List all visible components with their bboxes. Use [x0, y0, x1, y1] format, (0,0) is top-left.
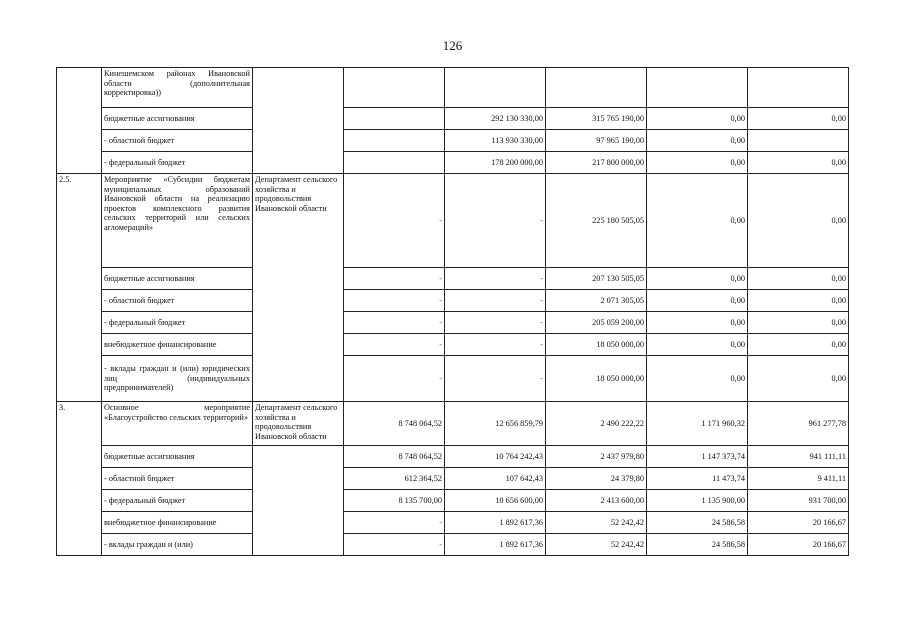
table-row	[57, 290, 849, 312]
item-name: Основное мероприятие «Благоустройство сельских территорий»	[102, 402, 253, 446]
amount-cell	[445, 68, 546, 108]
amount-cell: 0,00	[748, 152, 849, 174]
amount-cell: 207 130 505,05	[546, 268, 647, 290]
amount-cell: 11 473,74	[647, 468, 748, 490]
amount-cell	[344, 152, 445, 174]
amount-cell: -	[445, 268, 546, 290]
amount-cell: -	[344, 512, 445, 534]
amount-cell: 52 242,42	[546, 534, 647, 556]
table-row	[57, 512, 849, 534]
executor: Департамент сельского хозяйства и продовольствия Ивановской области	[253, 174, 344, 402]
table-row	[57, 402, 849, 446]
amount-cell: 8 748 064,52	[344, 446, 445, 468]
amount-cell: 12 656 859,79	[445, 402, 546, 446]
executor	[253, 68, 344, 174]
item-name: - федеральный бюджет	[102, 490, 253, 512]
amount-cell: 2 490 222,22	[546, 402, 647, 446]
amount-cell: 113 930 330,00	[445, 130, 546, 152]
amount-cell: 8 135 700,00	[344, 490, 445, 512]
item-name: бюджетные ассигнования	[102, 446, 253, 468]
amount-cell: 18 050 000,00	[546, 334, 647, 356]
amount-cell: 8 748 064,52	[344, 402, 445, 446]
item-name: - областной бюджет	[102, 468, 253, 490]
amount-cell: -	[344, 312, 445, 334]
item-name: внебюджетное финансирование	[102, 512, 253, 534]
page-number: 126	[442, 38, 463, 53]
amount-cell: 97 965 190,00	[546, 130, 647, 152]
item-name: бюджетные ассигнования	[102, 268, 253, 290]
amount-cell: 1 892 617,36	[445, 512, 546, 534]
amount-cell: 0,00	[748, 356, 849, 402]
budget-table	[56, 67, 849, 556]
amount-cell: 9 411,11	[748, 468, 849, 490]
amount-cell: 0,00	[748, 312, 849, 334]
amount-cell: 2 437 979,80	[546, 446, 647, 468]
amount-cell: 612 364,52	[344, 468, 445, 490]
amount-cell: 0,00	[647, 312, 748, 334]
amount-cell: 315 765 190,00	[546, 108, 647, 130]
amount-cell: 0,00	[647, 268, 748, 290]
amount-cell: 2 413 600,00	[546, 490, 647, 512]
amount-cell: 0,00	[647, 108, 748, 130]
amount-cell: -	[344, 334, 445, 356]
table-row	[57, 174, 849, 268]
amount-cell	[546, 68, 647, 108]
amount-cell: 961 277,78	[748, 402, 849, 446]
amount-cell: 0,00	[748, 290, 849, 312]
amount-cell: -	[445, 312, 546, 334]
item-name: бюджетные ассигнования	[102, 108, 253, 130]
item-name: - федеральный бюджет	[102, 152, 253, 174]
amount-cell: 1 135 900,00	[647, 490, 748, 512]
amount-cell: -	[344, 534, 445, 556]
amount-cell	[344, 130, 445, 152]
amount-cell: 0,00	[647, 174, 748, 268]
item-name: Кинешемском районах Ивановской области (дополнительная корректировка))	[102, 68, 253, 108]
amount-cell: -	[344, 290, 445, 312]
table-row	[57, 68, 849, 108]
item-name: - областной бюджет	[102, 130, 253, 152]
amount-cell	[647, 68, 748, 108]
amount-cell: -	[344, 174, 445, 268]
table-row	[57, 490, 849, 512]
amount-cell: -	[445, 174, 546, 268]
amount-cell: 10 656 600,00	[445, 490, 546, 512]
table-row	[57, 446, 849, 468]
amount-cell: 178 200 000,00	[445, 152, 546, 174]
item-name: Мероприятие «Субсидии бюджетам муниципальных образований Ивановской области на реализацию проектов комплексного развития сельских территорий или сельских агломераций»	[102, 174, 253, 268]
item-number	[57, 68, 102, 174]
table-row	[57, 468, 849, 490]
amount-cell: 225 180 505,05	[546, 174, 647, 268]
amount-cell: 2 071 305,05	[546, 290, 647, 312]
amount-cell: -	[445, 334, 546, 356]
amount-cell: 0,00	[748, 174, 849, 268]
amount-cell: -	[445, 356, 546, 402]
amount-cell: 1 171 960,32	[647, 402, 748, 446]
item-name: - вклады граждан и (или) юридических лиц (индивидуальных предпринимателей)	[102, 356, 253, 402]
table-row	[57, 108, 849, 130]
amount-cell	[748, 68, 849, 108]
item-number: 3.	[57, 402, 102, 556]
amount-cell: 0,00	[647, 130, 748, 152]
table-row	[57, 356, 849, 402]
amount-cell: 0,00	[748, 268, 849, 290]
item-name: - вклады граждан и (или)	[102, 534, 253, 556]
amount-cell: 0,00	[748, 334, 849, 356]
table-row	[57, 534, 849, 556]
amount-cell	[344, 68, 445, 108]
amount-cell: 18 050 000,00	[546, 356, 647, 402]
amount-cell: 24 586,58	[647, 534, 748, 556]
amount-cell: -	[344, 356, 445, 402]
item-name: - областной бюджет	[102, 290, 253, 312]
table-row	[57, 268, 849, 290]
table-row	[57, 152, 849, 174]
amount-cell: 107 642,43	[445, 468, 546, 490]
amount-cell: -	[344, 268, 445, 290]
table-row	[57, 334, 849, 356]
executor: Департамент сельского хозяйства и продовольствия Ивановской области	[253, 402, 344, 446]
amount-cell: 24 586,58	[647, 512, 748, 534]
amount-cell: 217 800 000,00	[546, 152, 647, 174]
item-name: внебюджетное финансирование	[102, 334, 253, 356]
amount-cell: 1 147 373,74	[647, 446, 748, 468]
amount-cell: 0,00	[647, 334, 748, 356]
amount-cell: 931 700,00	[748, 490, 849, 512]
amount-cell: 0,00	[647, 356, 748, 402]
amount-cell: 205 059 200,00	[546, 312, 647, 334]
item-number: 2.5.	[57, 174, 102, 402]
amount-cell: 52 242,42	[546, 512, 647, 534]
amount-cell: 1 892 617,36	[445, 534, 546, 556]
amount-cell: 0,00	[748, 108, 849, 130]
amount-cell: 24 379,80	[546, 468, 647, 490]
amount-cell: 292 130 330,00	[445, 108, 546, 130]
amount-cell: 0,00	[647, 290, 748, 312]
amount-cell: 0,00	[647, 152, 748, 174]
amount-cell	[748, 130, 849, 152]
amount-cell: 20 166,67	[748, 512, 849, 534]
table-row	[57, 312, 849, 334]
amount-cell	[344, 108, 445, 130]
amount-cell: 10 764 242,43	[445, 446, 546, 468]
amount-cell: 941 111,11	[748, 446, 849, 468]
table-row	[57, 130, 849, 152]
amount-cell: -	[445, 290, 546, 312]
amount-cell: 20 166,67	[748, 534, 849, 556]
item-name: - федеральный бюджет	[102, 312, 253, 334]
executor	[253, 446, 344, 556]
